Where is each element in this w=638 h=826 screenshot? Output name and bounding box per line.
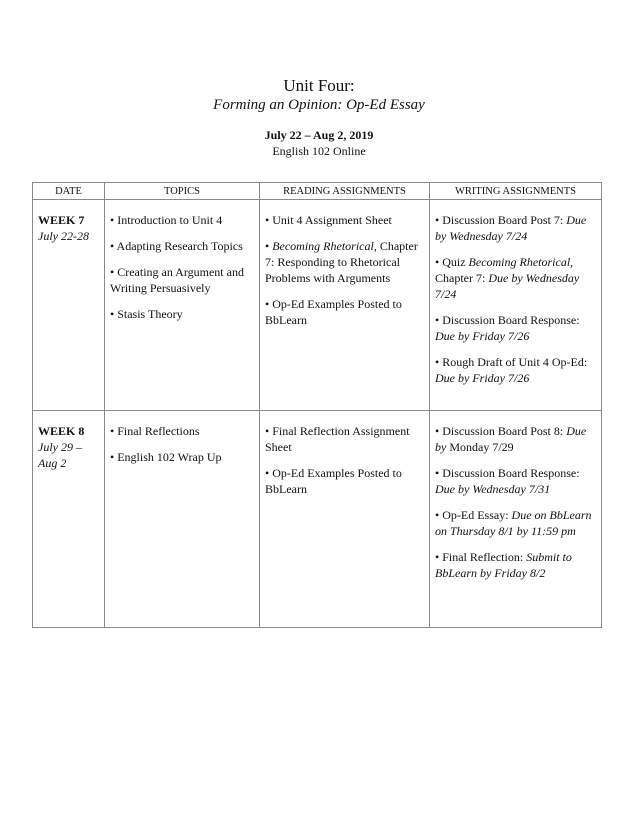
- writing-cell: [430, 411, 602, 628]
- week-label: WEEK 7: [38, 213, 85, 227]
- reading-item: • Becoming Rhetorical, Chapter 7: Responding to Rhetorical Problems with Arguments: [265, 239, 418, 285]
- topic-item: • Stasis Theory: [110, 307, 183, 321]
- reading-item: • Final Reflection Assignment Sheet: [265, 424, 410, 454]
- writing-item: • Discussion Board Response: Due by Friday 7/26: [435, 313, 580, 343]
- topic-item: • Creating an Argument and Writing Persuasively: [110, 265, 244, 295]
- table-header-row: [33, 183, 602, 200]
- reading-item: • Op-Ed Examples Posted to BbLearn: [265, 297, 402, 327]
- table-row-week-7: [33, 200, 602, 411]
- reading-item: • Unit 4 Assignment Sheet: [265, 213, 392, 227]
- week-range: July 22-28: [38, 229, 89, 243]
- topic-item: • Introduction to Unit 4: [110, 213, 223, 227]
- header-topics: TOPICS: [105, 183, 260, 200]
- writing-cell: [430, 200, 602, 411]
- writing-item: • Discussion Board Post 7: Due by Wednesday 7/24: [435, 213, 587, 243]
- writing-item: • Discussion Board Response: Due by Wednesday 7/31: [435, 466, 580, 496]
- table-row-week-8: [33, 411, 602, 628]
- writing-item: • Rough Draft of Unit 4 Op-Ed: Due by Friday 7/26: [435, 355, 588, 385]
- writing-item: • Quiz Becoming Rhetorical, Chapter 7: Due by Wednesday 7/24: [435, 255, 580, 301]
- writing-item: • Final Reflection: Submit to BbLearn by Friday 8/2: [435, 550, 572, 580]
- header-date: DATE: [33, 183, 105, 200]
- writing-item: • Discussion Board Post 8: Due by Monday 7/29: [435, 424, 587, 454]
- header-writing: WRITING ASSIGNMENTS: [430, 183, 602, 200]
- topic-item: • Final Reflections: [110, 424, 200, 438]
- week-label: WEEK 8: [38, 424, 85, 438]
- reading-cell: [260, 411, 430, 628]
- topics-cell: [105, 200, 260, 411]
- header-reading: READING ASSIGNMENTS: [260, 183, 430, 200]
- topic-item: • Adapting Research Topics: [110, 239, 243, 253]
- reading-item: • Op-Ed Examples Posted to BbLearn: [265, 466, 402, 496]
- date-cell: [33, 411, 105, 628]
- unit-dates: July 22 – Aug 2, 2019: [264, 128, 374, 142]
- unit-subtitle: Forming an Opinion: Op-Ed Essay: [213, 97, 425, 113]
- schedule-table: [32, 182, 602, 628]
- course-name: English 102 Online: [272, 144, 366, 158]
- topic-item: • English 102 Wrap Up: [110, 450, 222, 464]
- week-range: July 29 – Aug 2: [38, 440, 82, 470]
- unit-title: Unit Four:: [283, 76, 355, 95]
- date-cell: [33, 200, 105, 411]
- reading-cell: [260, 200, 430, 411]
- writing-item: • Op-Ed Essay: Due on BbLearn on Thursday 8/1 by 11:59 pm: [435, 508, 592, 538]
- topics-cell: [105, 411, 260, 628]
